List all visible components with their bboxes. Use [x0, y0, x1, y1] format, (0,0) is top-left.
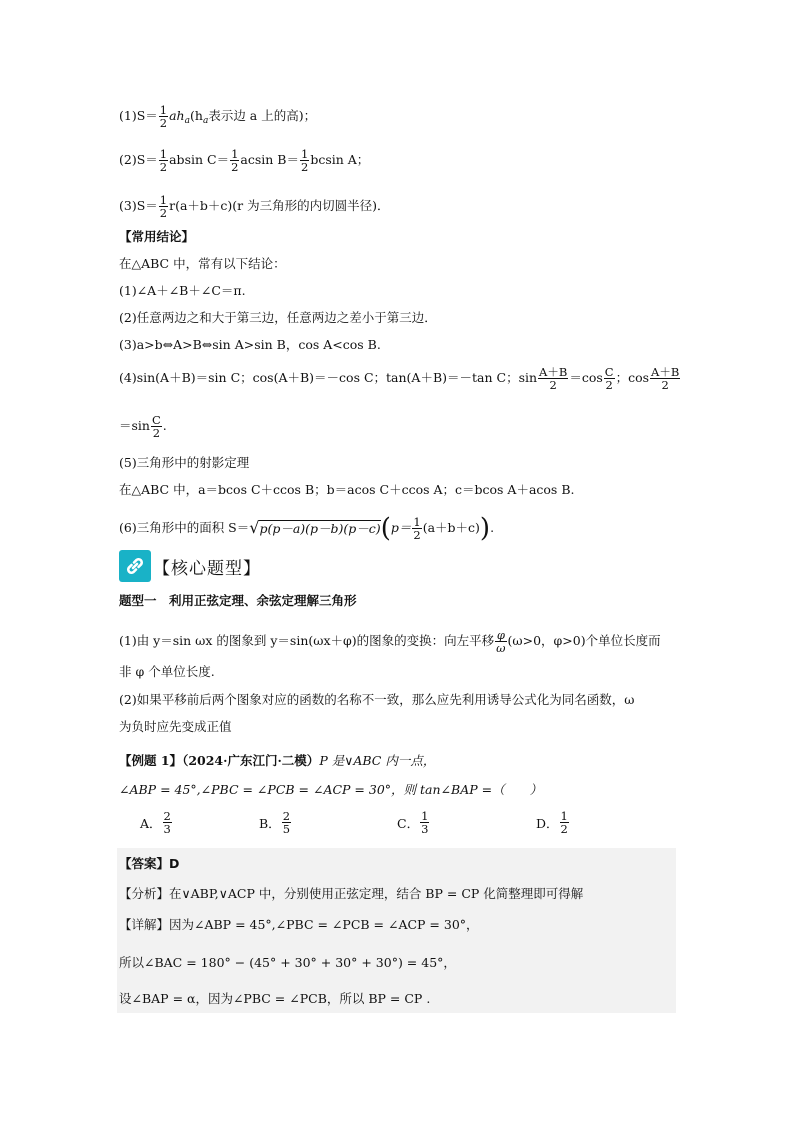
example-stem: P 是∨ABC 内一点，: [319, 753, 436, 768]
fraction: $\frac{1}{2}$: [231, 147, 239, 174]
fraction: $\frac{1}{3}$: [421, 809, 429, 836]
subscript: a: [184, 116, 190, 126]
formula-text: 表示边 a 上的高)；: [208, 108, 317, 123]
section-title: 【核心题型】: [153, 558, 261, 579]
note-text: (1)由 y＝sin ωx 的图象到 y＝sin(ωx＋φ)的图象的变换：向左平移: [119, 633, 495, 648]
formula-text: (6)三角形中的面积 S＝: [119, 520, 250, 535]
fraction: $\frac{1}{2}$: [560, 809, 568, 836]
note-text: (ω>0，φ>0)个单位长度而: [507, 633, 661, 648]
conclusion-4-cont: [119, 414, 167, 439]
projection-theorem: 在△ABC 中，a＝bcos C＋ccos B；b＝acos C＋ccos A；c＝bcos A＋acos B.: [119, 482, 575, 497]
conclusion-5: (5)三角形中的射影定理: [119, 455, 250, 470]
formula-text: (h: [190, 108, 203, 123]
formula-text: ah: [169, 108, 185, 123]
note-1: [119, 629, 661, 654]
analysis: 【分析】在∨ABP,∨ACP 中，分别使用正弦定理，结合 BP = CP 化简整理即可得解: [119, 886, 584, 901]
sqrt-expression: √p(p－a)(p－b)(p－c): [249, 518, 381, 537]
fraction: $\frac{1}{2}$: [300, 147, 309, 174]
frac-num: 1: [159, 103, 168, 117]
option-letter: B．: [259, 815, 281, 831]
conclusion-1: (1)∠A＋∠B＋∠C＝π.: [119, 283, 246, 298]
conclusion-3: (3)a>b⇔A>B⇔sin A>sin B，cos A<cos B.: [119, 337, 381, 352]
fraction: $\frac{1}{2}$: [413, 515, 421, 542]
formula-text: r(a＋b＋c)(r 为三角形的内切圆半径)．: [169, 198, 390, 213]
formula-text: p＝: [390, 520, 412, 535]
answer: 【答案】D: [119, 856, 180, 871]
fraction: $\frac{C}{2}$: [604, 365, 614, 392]
area-formula-2: [119, 148, 369, 173]
formula-prefix: (1)S＝: [119, 108, 158, 123]
formula-text: .: [162, 418, 167, 433]
detail-2: 所以∠BAC = 180° − (45° + 30° + 30° + 30°) = 45°，: [119, 955, 456, 970]
common-conclusions-heading: 【常用结论】: [119, 229, 195, 244]
formula-text: ＝sin: [119, 418, 150, 433]
conclusion-2: (2)任意两边之和大于第三边，任意两边之差小于第三边．: [119, 310, 437, 325]
link-icon: [119, 550, 151, 582]
note-2: (2)如果平移前后两个图象对应的函数的名称不一致，那么应先利用诱导公式化为同名函数，ω: [119, 692, 635, 707]
option-c[interactable]: [397, 810, 430, 835]
formula-prefix: (2)S＝: [119, 152, 158, 167]
conclusion-4: [119, 366, 681, 391]
formula-text: ；cos: [615, 370, 650, 385]
formula-text: bcsin A；: [310, 152, 370, 167]
example-1-condition: ∠ABP = 45°,∠PBC = ∠PCB = ∠ACP = 30°，则 tan∠BAP =（ ）: [119, 782, 543, 797]
formula-text: absin C＝: [169, 152, 230, 167]
fraction: $\frac{1}{2}$: [159, 193, 168, 220]
fraction: $\frac{\varphi}{\omega}$: [496, 628, 506, 655]
question-type-1: 题型一 利用正弦定理、余弦定理解三角形: [119, 593, 357, 608]
option-b[interactable]: [259, 810, 292, 835]
option-letter: C．: [397, 815, 420, 831]
option-letter: A．: [140, 815, 162, 831]
formula-text: (4)sin(A＋B)＝sin C；cos(A＋B)＝－cos C；tan(A＋B)＝－tan C；sin: [119, 370, 538, 385]
fraction: $\frac{2}{5}$: [282, 809, 291, 836]
example-source: （2024·广东江门·二模）: [182, 753, 320, 768]
option-letter: D．: [536, 815, 559, 831]
note-1-cont: 非 φ 个单位长度.: [119, 664, 215, 679]
formula-text: acsin B＝: [240, 152, 299, 167]
formula-text: (a＋b＋c): [422, 520, 480, 535]
option-a[interactable]: [140, 810, 173, 835]
fraction: $\frac{1}{2}$: [159, 147, 168, 174]
formula-prefix: (3)S＝: [119, 198, 158, 213]
fraction: [159, 104, 168, 129]
radicand: p(p－a)(p－b)(p－c): [259, 521, 381, 536]
subscript: a: [202, 116, 209, 126]
common-intro: 在△ABC 中，常有以下结论：: [119, 256, 286, 271]
formula-text: ＝cos: [569, 370, 603, 385]
note-2-cont: 为负时应先变成正值: [119, 719, 232, 734]
area-formula-1: [119, 104, 316, 129]
formula-text: .: [490, 520, 495, 535]
fraction: $\frac{C}{2}$: [151, 413, 161, 440]
example-label: 【例题 1】: [119, 753, 183, 768]
detail-3: 设∠BAP = α，因为∠PBC = ∠PCB，所以 BP = CP .: [119, 991, 431, 1006]
fraction: $\frac{A+B}{2}$: [651, 365, 680, 392]
area-formula-3: [119, 194, 390, 219]
example-1-stem: [119, 753, 435, 769]
conclusion-6: (6)三角形中的面积 S＝√p(p－a)(p－b)(p－c)(p＝ $\frac{1}{2}$ (a＋b＋c)).: [119, 513, 495, 544]
core-question-types-header: [119, 548, 261, 584]
detail-1: 【详解】因为∠ABP = 45°,∠PBC = ∠PCB = ∠ACP = 30°，: [119, 917, 479, 932]
fraction: $\frac{A+B}{2}$: [539, 365, 568, 392]
option-d[interactable]: [536, 810, 570, 835]
frac-den: 2: [159, 116, 168, 130]
fraction: $\frac{2}{3}$: [163, 809, 171, 836]
